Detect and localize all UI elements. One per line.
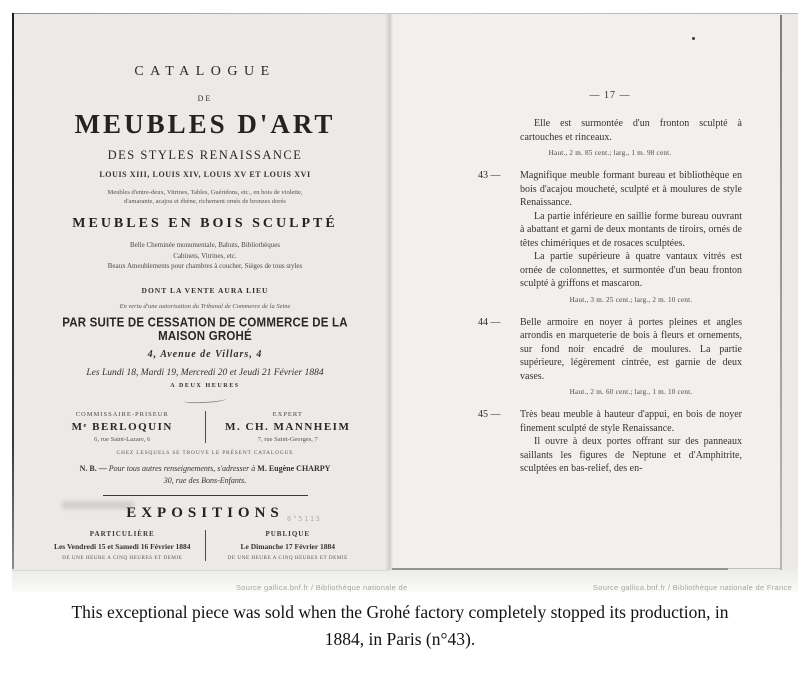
carved-wood-section-lines [40, 240, 370, 272]
right-page-bottom-edge-faint [728, 568, 780, 569]
sale-reason: PAR SUITE DE CESSATION DE COMMERCE DE LA MAISON GROHÉ [62, 316, 348, 343]
lot-45-number: 45 — [478, 409, 501, 420]
lot-43-paragraph-3: La partie supérieure à quatre vantaux vitrés est ornée de colonnettes, et surmontée d'un beau fronton sculpté à griffons et mascaron. [520, 251, 742, 289]
expert-address: 7, rue Saint-Georges, 7 [257, 435, 318, 443]
de-word: DE [197, 94, 213, 103]
subtitle: DES STYLES RENAISSANCE [107, 148, 303, 162]
exposition-particuliere [40, 530, 205, 561]
nb-contact-address: 30, rue des Bons-Enfants. [163, 475, 247, 485]
lot-44 [478, 316, 742, 397]
expo-left-hours: DE UNE HEURE A CINQ HEURES ET DEMIE [62, 554, 183, 561]
right-page-bottom-edge [392, 568, 728, 570]
lot-43-paragraph-2: La partie inférieure en saillie forme bureau ouvrant à abattant et garni de deux montants de tiroirs, ornés de têtes chimériques et de rosaces sculptées. [520, 210, 742, 249]
main-title: MEUBLES D'ART [74, 109, 336, 139]
lot-45 [478, 408, 742, 476]
sale-authorization: En vertu d'une autorisation du Tribunal de Commerce de la Seine [119, 302, 291, 310]
attribution-right: Source gallica.bnf.fr / Bibliothèque nationale de France [593, 583, 792, 592]
lot-43 [478, 169, 742, 304]
lot-44-number: 44 — [478, 316, 501, 328]
right-page [478, 90, 742, 476]
left-page-bottom-edge [12, 570, 389, 571]
commissaire-column [40, 411, 205, 443]
expo-right-heading: PUBLIQUE [265, 529, 311, 538]
carved-wood-section-title: MEUBLES EN BOIS SCULPTÉ [72, 216, 338, 231]
flourish-divider [184, 396, 226, 403]
expo-right-dates: Le Dimanche 17 Février 1884 [240, 541, 335, 551]
expo-left-heading: PARTICULIÈRE [89, 529, 155, 538]
nota-bene-line [40, 464, 370, 473]
page-number: — 17 — [589, 90, 631, 101]
lot-44-paragraph-1: Belle armoire en noyer à portes pleines et angles arrondis en marqueterie de bois à fleurs et ornements, sur fond noir encadré de moulures. La partie supérieure, légèrement cintrée, est garnie de deux vases. [520, 316, 742, 382]
lot-43-number: 43 — [478, 170, 501, 181]
scan-top-edge [12, 13, 798, 14]
attribution-left: Source gallica.bnf.fr / Bibliothèque nationale de [236, 583, 408, 592]
nb-body: Pour tous autres renseignements, s'adresser à [108, 463, 256, 473]
lot-43-paragraph-1: Magnifique meuble formant bureau et bibliothèque en bois d'acajou moucheté, sculpté et à moulures de style Renaissance. [520, 170, 742, 208]
lot-45-paragraph-1: Très beau meuble à hauteur d'appui, en bois de noyer finement sculpté de style Renaissance. [520, 409, 742, 434]
expositions-columns [40, 530, 370, 561]
left-page [40, 58, 370, 561]
catalogue-availability-note: CHEZ LESQUELS SE TROUVE LE PRÉSENT CATALOGUE [116, 449, 294, 456]
horizontal-rule [103, 495, 308, 496]
nb-contact-name: M. Eugène CHARPY [257, 463, 331, 473]
intro-paragraph: Elle est surmontée d'un fronton sculpté à cartouches et rinceaux. [520, 118, 742, 143]
louis-styles-line: LOUIS XIII, LOUIS XIV, LOUIS XV ET LOUIS XVI [99, 170, 311, 179]
scan-speck [692, 37, 695, 40]
section-line-2: Cabinets, Vitrines, etc. [173, 251, 237, 260]
nb-prefix: N. B. — [79, 463, 107, 473]
lot-43-dimensions: Haut., 3 m. 25 cent.; larg., 2 m. 10 cent. [569, 295, 693, 304]
exposition-publique [206, 530, 371, 561]
catalogue-header: CATALOGUE [134, 64, 276, 79]
scan-right-edge [780, 15, 782, 570]
sale-dates: Les Lundi 18, Mardi 19, Mercredi 20 et Jeudi 21 Février 1884 [86, 367, 324, 378]
sale-time: A DEUX HEURES [170, 382, 240, 389]
expositions-title: EXPOSITIONS [126, 504, 284, 521]
sale-address: 4, Avenue de Villars, 4 [147, 348, 263, 360]
expo-left-dates: Les Vendredi 15 et Samedi 16 Février 1884 [53, 541, 191, 551]
intro-dimensions: Haut., 2 m. 85 cent.; larg., 1 m. 98 cent. [548, 149, 672, 157]
commissaire-role: COMMISSAIRE-PRISEUR [75, 410, 169, 418]
commissaire-address: 6, rue Saint-Lazare, 6 [94, 435, 151, 443]
materials-line-1: Meubles d'entre-deux, Vitrines, Tables, Guéridons, etc., en bois de violette, [107, 189, 303, 196]
lot-45-paragraph-2: Il ouvre à deux portes offrant sur des panneaux saillants les figures de Neptune et d'Amphitrite, sculptées en bas-relief, des en- [520, 436, 742, 474]
expert-role: EXPERT [272, 410, 303, 418]
scan-left-edge [12, 13, 14, 569]
stamp-number: 6°5113 [287, 515, 322, 523]
sale-notice: DONT LA VENTE AURA LIEU [141, 285, 269, 295]
page-gutter-shadow [385, 14, 393, 570]
section-line-3: Beaux Ameublements pour chambres à coucher, Sièges de tous styles [107, 262, 303, 270]
expo-right-hours: DE UNE HEURE A CINQ HEURES ET DEMIE [227, 554, 348, 561]
materials-line-2: d'amarante, acajou et ébène, richement ornés de bronzes dorés [124, 198, 286, 205]
expert-name: M. CH. MANNHEIM [225, 420, 351, 433]
officials-columns [40, 411, 370, 443]
commissaire-name: Mᵉ BERLOQUIN [71, 420, 173, 433]
caption: This exceptional piece was sold when the Grohé factory completely stopped its production, in 1884, in Paris (n°43). [71, 602, 729, 649]
page-gutter-line [390, 14, 391, 570]
expert-column [206, 411, 371, 443]
lot-44-dimensions: Haut., 2 m. 60 cent.; larg., 1 m. 10 cent. [569, 388, 693, 396]
section-line-1: Belle Cheminée monumentale, Bahuts, Bibliothèques [129, 241, 281, 249]
materials-paragraph [40, 188, 370, 206]
